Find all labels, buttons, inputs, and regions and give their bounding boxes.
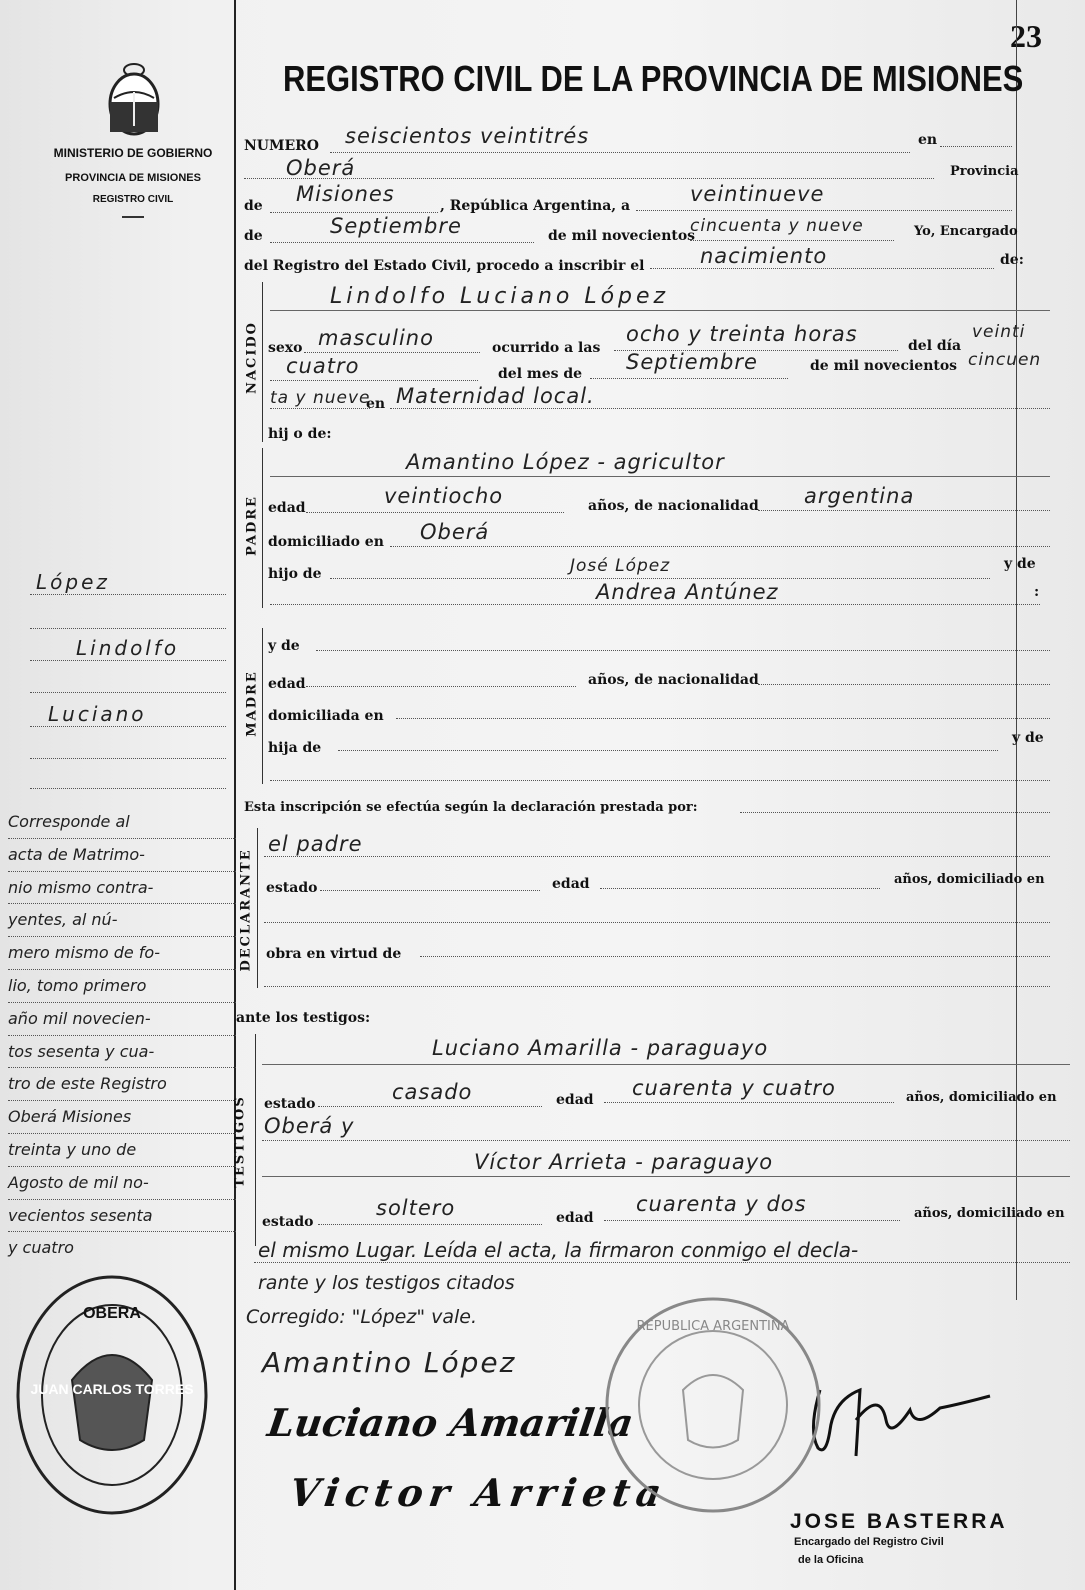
margin-note-line: nio mismo contra- [8, 872, 236, 905]
anos-dom-label-3: años, domiciliado en [914, 1206, 1065, 1221]
abuelo-value: José López [570, 556, 671, 576]
inscripcion-line [740, 812, 1050, 813]
testigo1-estado-line [318, 1106, 542, 1107]
cierre-value-1: el mismo Lugar. Leída el acta, la firmaron conmigo el decla- [258, 1238, 859, 1262]
hija-de-label: hija de [268, 740, 322, 756]
testigo2-estado-line [318, 1224, 542, 1225]
margin-nombre1: Lindolfo [76, 636, 180, 660]
margin-note-line: y cuatro [8, 1238, 74, 1258]
officer-role: Encargado del Registro Civil [794, 1536, 944, 1548]
nombre-line [270, 310, 1050, 311]
dia-nac-line [270, 380, 478, 381]
declarante-section-label: DECLARANTE [238, 848, 254, 972]
testigos-section-label: TESTIGOS [232, 1095, 248, 1188]
edad-label-4: edad [556, 1092, 594, 1108]
yo-encargado-label: Yo, Encargado [914, 224, 1018, 239]
anio-nac-value-2: ta y nueve [270, 388, 371, 408]
margin-line-6 [30, 758, 226, 759]
padre-nombre-line [270, 476, 1050, 477]
provincia-label: Provincia [950, 164, 1019, 179]
ministry-label: MINISTERIO DE GOBIERNO [53, 146, 213, 160]
obra-line [420, 956, 1050, 957]
padre-domicilio-line [390, 546, 1050, 547]
y-de-label-2: y de [1012, 730, 1044, 746]
anio-nac-line [270, 408, 370, 409]
testigo1-estado-value: casado [392, 1080, 473, 1104]
en-label-2: en [366, 396, 386, 412]
anos-dom-label: años, domiciliado en [894, 872, 1045, 887]
cierre-line-1 [254, 1262, 1070, 1263]
madre-bracket [262, 628, 263, 784]
ocurrido-label: ocurrido a las [492, 340, 601, 356]
anos-dom-label-2: años, domiciliado en [906, 1090, 1057, 1105]
cierre-value-2: rante y los testigos citados [258, 1272, 515, 1294]
domiciliada-en-label: domiciliada en [268, 708, 384, 724]
numero-line [330, 152, 910, 153]
anio-line [690, 240, 894, 241]
padre-nac-line [758, 510, 1050, 511]
testigo1-dom-line [262, 1140, 1070, 1141]
coat-of-arms-icon [104, 56, 164, 138]
firma-luciano: Luciano Amarilla [264, 1400, 637, 1445]
margin-line-1 [30, 594, 226, 595]
testigo2-line [262, 1176, 1070, 1177]
officer-name: JOSE BASTERRA [790, 1510, 1008, 1533]
testigo2-edad-line [604, 1220, 900, 1221]
nacido-section-label: NACIDO [244, 321, 260, 394]
de-label-2: de [244, 228, 263, 244]
de-label: de [244, 198, 263, 214]
y-de-label-madre: y de [268, 638, 300, 654]
obra-label: obra en virtud de [266, 946, 402, 962]
margin-note-line: Oberá Misiones [8, 1101, 236, 1134]
margin-note-line: tos sesenta y cua- [8, 1036, 236, 1069]
testigo2-edad-value: cuarenta y dos [636, 1192, 807, 1216]
mes-nac-value: Septiembre [626, 350, 758, 374]
hijo-de-label-2: hijo de [268, 566, 322, 582]
hora-value: ocho y treinta horas [626, 322, 858, 346]
edad-label-3: edad [552, 876, 590, 892]
declarante-bracket [257, 828, 258, 988]
sexo-line [304, 352, 480, 353]
republica-label: , República Argentina, a [440, 198, 631, 214]
testigo1-dom-value: Oberá y [264, 1114, 355, 1138]
margin-note-line: año mil novecien- [8, 1003, 236, 1036]
officer-office: de la Oficina [798, 1554, 864, 1566]
margin-divider [234, 0, 236, 1590]
margin-note-line: Agosto de mil no- [8, 1167, 236, 1200]
estado-label-3: estado [262, 1214, 314, 1230]
inscripcion-label: Esta inscripción se efectúa según la declaración prestada por: [244, 800, 698, 815]
official-seal-right-icon [598, 1290, 828, 1520]
madre-nac-line [758, 684, 1050, 685]
declarante-edad-line [600, 888, 880, 889]
margin-line-3 [30, 660, 226, 661]
seal-left-city: OBERA [83, 1305, 141, 1322]
anos-nac-label-2: años, de nacionalidad [588, 672, 759, 688]
abuelo-line [330, 578, 990, 579]
padre-edad-line [306, 512, 564, 513]
hijo-de-label: hij o de: [268, 426, 332, 442]
y-de-label: y de [1004, 556, 1036, 572]
testigo1-edad-value: cuarenta y cuatro [632, 1076, 836, 1100]
estado-label: estado [266, 880, 318, 896]
padre-section-label: PADRE [244, 495, 260, 556]
anos-nac-label: años, de nacionalidad [588, 498, 759, 514]
anio-value: cincuenta y nueve [690, 216, 864, 236]
ministry-rule [122, 216, 144, 218]
sexo-value: masculino [318, 326, 434, 350]
dia-value: veintinueve [690, 182, 825, 206]
anio-nac-value: cincuen [968, 350, 1042, 370]
padre-nombre-value: Amantino López - agricultor [406, 450, 725, 474]
numero-label: NUMERO [244, 138, 320, 154]
declarante-dom-line [264, 922, 1050, 923]
de-colon-label: de: [1000, 252, 1024, 268]
acto-value: nacimiento [700, 244, 828, 268]
margin-note-line: mero mismo de fo- [8, 937, 236, 970]
declarante-line [264, 856, 1050, 857]
provincia-line [270, 212, 438, 213]
margin-note-line: lio, tomo primero [8, 970, 236, 1003]
margin-note [8, 806, 236, 1264]
madre-hija-line [338, 750, 998, 751]
testigo1-value: Luciano Amarilla - paraguayo [432, 1036, 769, 1060]
padre-edad-value: veintiocho [384, 484, 504, 508]
mes-value: Septiembre [330, 214, 462, 238]
testigo1-edad-line [604, 1102, 894, 1103]
registry-label: REGISTRO CIVIL [92, 194, 174, 205]
testigos-label: ante los testigos: [236, 1010, 371, 1026]
dia-line [636, 210, 1012, 211]
mes-line [270, 242, 534, 243]
margin-note-line: tro de este Registro [8, 1068, 236, 1101]
nombre-value: Lindolfo Luciano López [330, 284, 670, 309]
firma-victor: Victor Arrieta [286, 1470, 671, 1515]
margin-line-4 [30, 692, 226, 693]
firma-amantino: Amantino López [262, 1346, 517, 1379]
margin-note-line: treinta y uno de [8, 1134, 236, 1167]
margin-line-5 [30, 726, 226, 727]
seal-right-text: REPUBLICA ARGENTINA [636, 1319, 790, 1334]
madre-edad-line [306, 686, 576, 687]
del-dia-label: del día [908, 338, 962, 354]
margin-note-line: Corresponde al [8, 806, 236, 839]
acto-line [650, 268, 994, 269]
lugar-nac-value: Maternidad local. [396, 384, 595, 408]
del-registro-label: del Registro del Estado Civil, procedo a inscribir el [244, 258, 645, 274]
edad-label: edad [268, 500, 306, 516]
de-mil-label-2: de mil novecientos [810, 358, 958, 374]
madre-domicilio-line [396, 718, 1050, 719]
margin-note-line: vecientos sesenta [8, 1200, 236, 1233]
provincia-value: Misiones [296, 182, 395, 206]
testigos-bracket [255, 1034, 256, 1246]
margin-line-2 [30, 628, 226, 629]
en-label: en [918, 132, 938, 148]
page-number: 23 [1010, 18, 1042, 54]
domiciliado-en-label: domiciliado en [268, 534, 384, 550]
margin-note-line: yentes, al nú- [8, 904, 236, 937]
padre-domicilio-value: Oberá [420, 520, 490, 544]
sexo-label: sexo [268, 340, 303, 356]
madre-last-line [270, 780, 1050, 781]
margin-note-line: acta de Matrimo- [8, 839, 236, 872]
en-line [940, 146, 1012, 147]
padre-nac-value: argentina [804, 484, 915, 508]
dia-nac-value-2: cuatro [286, 354, 360, 378]
edad-label-5: edad [556, 1210, 594, 1226]
document-title: REGISTRO CIVIL DE LA PROVINCIA DE MISIONES [283, 58, 1024, 99]
mes-nac-line [590, 378, 788, 379]
estado-label-2: estado [264, 1096, 316, 1112]
declarante-estado-line [320, 890, 540, 891]
dia-nac-value: veinti [972, 322, 1026, 342]
lugar-nac-line [390, 408, 1050, 409]
colon-label: : [1034, 584, 1040, 600]
numero-value: seiscientos veintitrés [345, 124, 590, 148]
margin-nombre2: Luciano [48, 702, 147, 726]
madre-yde-line [316, 650, 1050, 651]
de-mil-label: de mil novecientos [548, 228, 696, 244]
abuela-value: Andrea Antúnez [596, 580, 779, 604]
nacido-bracket [262, 282, 263, 442]
abuela-line [270, 604, 1040, 605]
lugar-value: Oberá [286, 156, 356, 180]
madre-section-label: MADRE [244, 670, 260, 737]
corregido-value: Corregido: "López" vale. [246, 1306, 478, 1328]
seal-left-name: JUAN CARLOS TORRES [30, 1381, 194, 1397]
padre-bracket [262, 448, 263, 608]
official-seal-left-icon [12, 1270, 212, 1520]
testigo2-estado-value: soltero [376, 1196, 456, 1220]
declarante-value: el padre [268, 832, 363, 856]
province-label: PROVINCIA DE MISIONES [65, 172, 201, 184]
margin-apellido: López [36, 570, 110, 594]
margin-line-7 [30, 788, 226, 789]
obra-line-2 [264, 986, 1050, 987]
testigo2-value: Víctor Arrieta - paraguayo [474, 1150, 774, 1174]
testigo1-line [262, 1064, 1070, 1065]
del-mes-label: del mes de [498, 366, 583, 382]
edad-label-2: edad [268, 676, 306, 692]
